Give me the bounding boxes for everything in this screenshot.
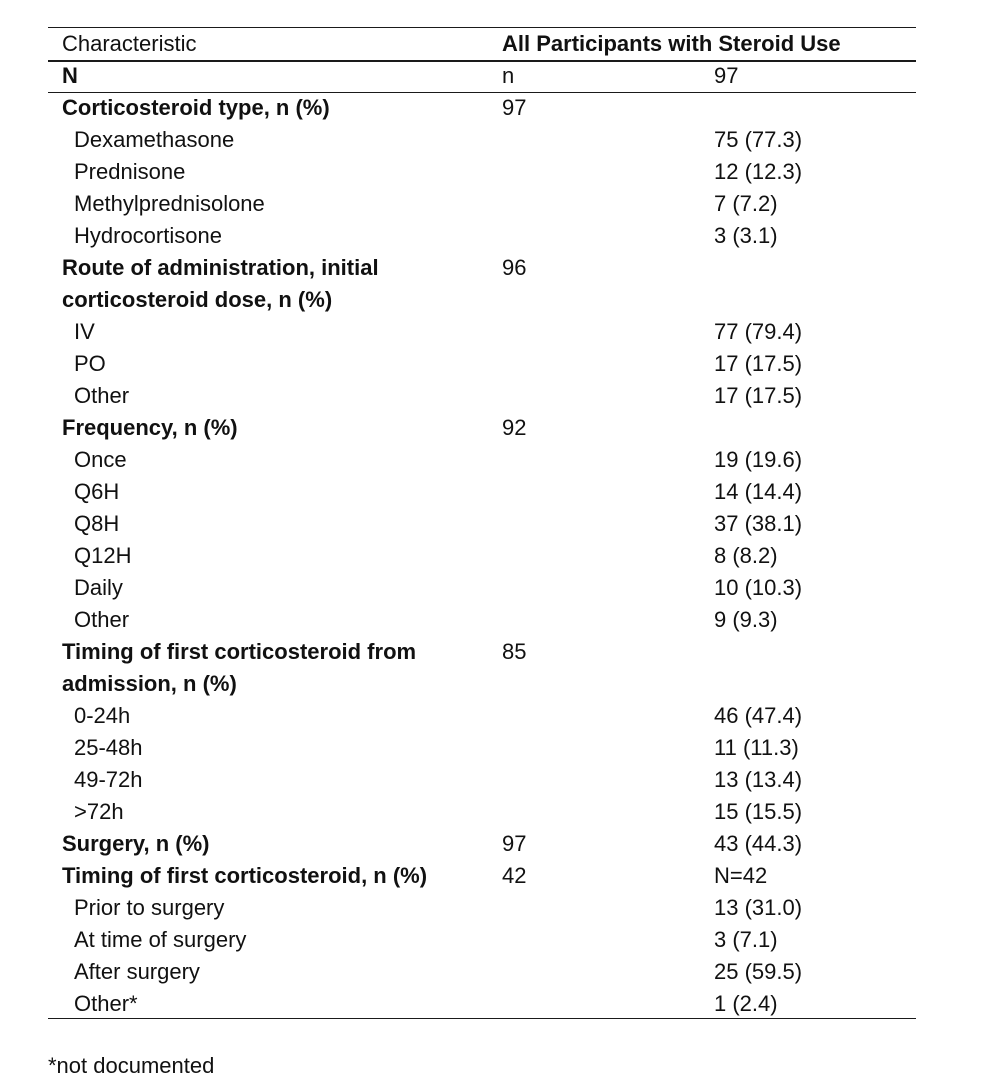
row-label: 49-72h — [74, 767, 143, 792]
row-label: 0-24h — [74, 703, 131, 728]
row-label: Prior to surgery — [74, 895, 225, 920]
row-value: 15 (15.5) — [714, 799, 803, 824]
table-row — [48, 988, 916, 1020]
row-value: 9 (9.3) — [714, 607, 778, 632]
row-label: Timing of first corticosteroid from — [62, 639, 417, 664]
table-row — [48, 188, 916, 220]
table-row — [48, 828, 916, 860]
row-label: Daily — [74, 575, 123, 600]
row-value: 75 (77.3) — [714, 127, 803, 152]
table-row — [48, 764, 916, 796]
table-row — [48, 924, 916, 956]
row-n: 97 — [502, 831, 527, 856]
row-label: Prednisone — [74, 159, 186, 184]
row-value: 77 (79.4) — [714, 319, 803, 344]
row-label: IV — [74, 319, 95, 344]
row-label: Frequency, n (%) — [62, 415, 238, 440]
n-row — [48, 60, 916, 92]
row-label: Other — [74, 383, 130, 408]
table-row — [48, 540, 916, 572]
row-value: 19 (19.6) — [714, 447, 803, 472]
row-label: >72h — [74, 799, 124, 824]
table-row — [48, 380, 916, 412]
row-label: Other — [74, 607, 130, 632]
row-n: 92 — [502, 415, 527, 440]
n-row-value: 97 — [714, 63, 739, 88]
row-label: 25-48h — [74, 735, 143, 760]
row-value: 13 (13.4) — [714, 767, 803, 792]
row-value: 46 (47.4) — [714, 703, 803, 728]
table-row — [48, 860, 916, 892]
table-row — [48, 508, 916, 540]
row-value: 3 (7.1) — [714, 927, 778, 952]
row-label: admission, n (%) — [62, 671, 237, 696]
table-row — [48, 636, 916, 668]
table-row — [48, 124, 916, 156]
row-n: 42 — [502, 863, 527, 888]
steroid-use-table — [48, 28, 916, 1020]
table-row — [48, 444, 916, 476]
row-label: Corticosteroid type, n (%) — [62, 95, 330, 120]
table-rows — [48, 92, 916, 1020]
row-label: PO — [74, 351, 106, 376]
n-row-label: N — [62, 63, 78, 88]
table-row — [48, 284, 916, 316]
row-label: Methylprednisolone — [74, 191, 265, 216]
row-n: 97 — [502, 95, 527, 120]
table-row — [48, 668, 916, 700]
row-label: Q6H — [74, 479, 120, 504]
row-value: 43 (44.3) — [714, 831, 803, 856]
row-n: 96 — [502, 255, 527, 280]
header-characteristic: Characteristic — [62, 31, 197, 56]
row-label: Once — [74, 447, 127, 472]
row-label: At time of surgery — [74, 927, 247, 952]
table-row — [48, 956, 916, 988]
row-label: Hydrocortisone — [74, 223, 222, 248]
n-row-n: n — [502, 63, 515, 88]
row-label: Other* — [74, 991, 138, 1016]
row-value: 13 (31.0) — [714, 895, 803, 920]
row-value: 37 (38.1) — [714, 511, 803, 536]
table-row — [48, 156, 916, 188]
table-row — [48, 604, 916, 636]
row-value: 8 (8.2) — [714, 543, 778, 568]
row-label: Q8H — [74, 511, 120, 536]
row-label: Surgery, n (%) — [62, 831, 210, 856]
row-label: After surgery — [74, 959, 200, 984]
table-header-row — [48, 28, 916, 60]
row-value: 11 (11.3) — [714, 735, 799, 760]
row-value: 12 (12.3) — [714, 159, 803, 184]
row-value: 17 (17.5) — [714, 383, 803, 408]
table-row — [48, 348, 916, 380]
row-value: N=42 — [714, 863, 768, 888]
row-value: 3 (3.1) — [714, 223, 778, 248]
row-label: corticosteroid dose, n (%) — [62, 287, 333, 312]
row-label: Timing of first corticosteroid, n (%) — [62, 863, 428, 888]
table-row — [48, 572, 916, 604]
table-row — [48, 316, 916, 348]
table-row — [48, 412, 916, 444]
table-row — [48, 892, 916, 924]
table-row — [48, 220, 916, 252]
row-value: 7 (7.2) — [714, 191, 778, 216]
row-value: 10 (10.3) — [714, 575, 803, 600]
row-label: Route of administration, initial — [62, 255, 379, 280]
row-label: Q12H — [74, 543, 132, 568]
table-row — [48, 700, 916, 732]
row-label: Dexamethasone — [74, 127, 235, 152]
table-row — [48, 252, 916, 284]
table-row — [48, 92, 916, 124]
footnote: *not documented — [48, 1053, 215, 1078]
table-row — [48, 796, 916, 828]
row-value: 25 (59.5) — [714, 959, 803, 984]
table-row — [48, 732, 916, 764]
row-value: 14 (14.4) — [714, 479, 803, 504]
row-n: 85 — [502, 639, 527, 664]
row-value: 17 (17.5) — [714, 351, 803, 376]
header-group: All Participants with Steroid Use — [502, 31, 841, 56]
table-row — [48, 476, 916, 508]
row-value: 1 (2.4) — [714, 991, 778, 1016]
